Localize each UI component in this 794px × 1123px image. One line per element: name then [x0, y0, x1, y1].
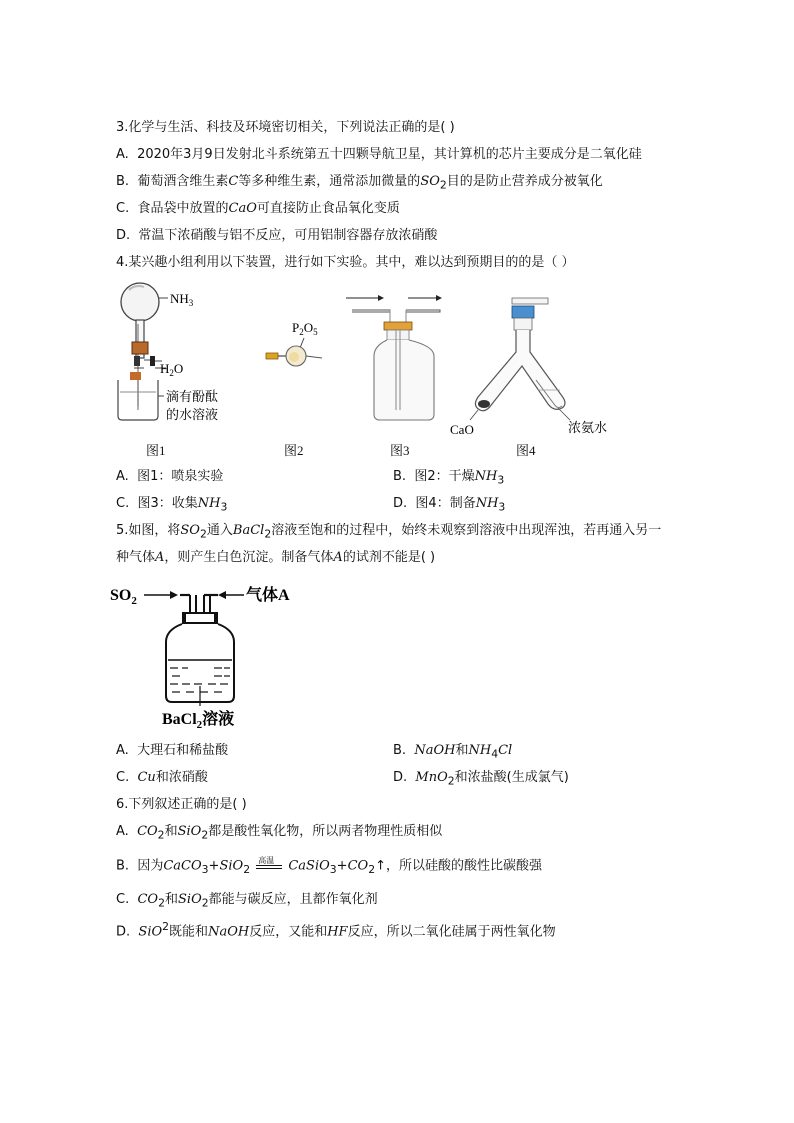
- fig1-h2o-label: $H_2O$: [160, 361, 184, 378]
- option-label: A.: [116, 469, 129, 484]
- option-text: 图1：喷泉实验: [137, 469, 224, 484]
- option-text: 食品袋中放置的: [137, 201, 229, 216]
- option-text: 都是酸性氧化物，所以两者物理性质相似: [208, 824, 443, 839]
- fig1-nh3-label: $NH_3$: [170, 291, 194, 308]
- formula: SO: [420, 174, 440, 189]
- subscript: 2: [158, 896, 165, 910]
- fig3-caption: 图3: [390, 443, 410, 458]
- option-label: D.: [116, 228, 131, 243]
- subscript: 3: [329, 863, 337, 877]
- option-label: B.: [393, 469, 407, 484]
- option-label: C.: [116, 892, 130, 907]
- q6-option-d: [116, 918, 556, 941]
- formula: BaCl: [232, 523, 265, 538]
- option-text: 等多种维生素，通常添加微量的: [238, 174, 421, 189]
- option-label: D.: [116, 924, 131, 940]
- formula: MnO: [415, 770, 448, 785]
- subscript: 3: [201, 863, 209, 877]
- option-text: 反应，所以二氧化硅属于两性氧化物: [347, 924, 556, 940]
- formula: NH: [197, 496, 221, 511]
- option-text: 和浓盐酸(生成氯气): [454, 770, 569, 785]
- subscript: 2: [368, 863, 376, 877]
- formula: SiO: [219, 858, 244, 874]
- q4-option-a: [116, 468, 223, 486]
- q6-option-b: [116, 857, 542, 879]
- subscript: 2: [157, 828, 165, 842]
- formula: NH: [474, 469, 498, 484]
- q4-option-b: [393, 468, 504, 490]
- subscript: 2: [439, 178, 447, 192]
- option-text: ，所以硅酸的酸性比碳酸强: [385, 858, 542, 874]
- q5-fig-gas-a-label: 气体A: [246, 587, 290, 604]
- operator: +: [208, 858, 220, 874]
- q6-stem: 6.下列叙述正确的是( ): [116, 797, 247, 812]
- option-label: A.: [116, 743, 129, 758]
- fig4-ammonia-label: 浓氨水: [568, 420, 608, 435]
- q3-option-a: [116, 146, 642, 164]
- q5-fig-so2-label: $SO_2$: [110, 587, 137, 607]
- formula: Cu: [137, 770, 156, 785]
- operator: +: [336, 858, 348, 874]
- fig4-caption: 图4: [516, 443, 536, 458]
- subscript: 2: [201, 828, 209, 842]
- q5-option-d: [393, 769, 569, 791]
- q5-fig-bacl2-label: BaCl$_2$溶液: [162, 711, 235, 730]
- option-text: 和: [164, 824, 178, 839]
- option-text: 反应，又能和: [249, 924, 328, 940]
- subscript: 2: [243, 863, 251, 877]
- formula: CO: [137, 824, 158, 839]
- formula: Cl: [498, 743, 513, 758]
- q3-option-b: [116, 173, 603, 195]
- formula: A: [155, 550, 165, 565]
- gas-arrow: ↑: [375, 858, 386, 874]
- stem-text: 通入: [206, 523, 233, 538]
- option-text: 既能和: [169, 924, 209, 940]
- formula: SiO: [138, 924, 163, 940]
- reaction-condition: 高温: [258, 856, 275, 865]
- formula: SiO: [177, 824, 202, 839]
- stem-text: 的试剂不能是( ): [342, 550, 436, 565]
- formula: CaO: [228, 201, 257, 216]
- q6-option-c: [116, 891, 378, 913]
- q4-stem: 4.某兴趣小组利用以下装置，进行如下实验。其中，难以达到预期目的的是（ ）: [116, 255, 575, 270]
- subscript: 2: [199, 527, 207, 541]
- option-label: D.: [393, 770, 408, 785]
- subscript: 3: [220, 500, 228, 514]
- formula: A: [333, 550, 343, 565]
- formula: HF: [327, 924, 348, 940]
- reaction-condition-equals: [254, 857, 284, 875]
- q3-stem: 3.化学与生活、科技及环境密切相关，下列说法正确的是( ): [116, 120, 455, 135]
- option-label: C.: [116, 770, 130, 785]
- superscript: 2: [162, 920, 170, 933]
- option-label: A.: [116, 824, 129, 839]
- q5-option-a: [116, 742, 228, 760]
- fig3-collection-bottle: [344, 290, 454, 422]
- stem-text: 种气体: [116, 550, 156, 565]
- option-text: 图3：收集: [137, 496, 198, 511]
- option-label: D.: [393, 496, 408, 511]
- option-text: 常温下浓硝酸与铝不反应，可用铝制容器存放浓硝酸: [138, 228, 438, 243]
- fig2-caption: 图2: [284, 443, 304, 458]
- option-text: 和: [164, 892, 178, 907]
- q6-option-a: [116, 823, 442, 845]
- subscript: 3: [498, 500, 506, 514]
- stem-text: 5.如图，将: [116, 523, 181, 538]
- fig1-fountain-apparatus: [110, 280, 250, 430]
- q4-option-c: [116, 495, 227, 517]
- formula: C: [228, 174, 239, 189]
- fig1-caption: 图1: [146, 443, 166, 458]
- stem-text: 溶液至饱和的过程中，始终未观察到溶液中出现浑浊，若再通入另一: [271, 523, 662, 538]
- option-text: 葡萄酒含维生素: [137, 174, 229, 189]
- formula: SiO: [178, 892, 202, 907]
- formula: CaSiO: [288, 858, 330, 874]
- q3-option-d: [116, 227, 437, 245]
- formula: NaOH: [414, 743, 456, 758]
- q4-option-d: [393, 495, 505, 517]
- option-text: 和浓硝酸: [155, 770, 208, 785]
- fig2-p2o5-label: $P_2O_5$: [292, 320, 318, 337]
- formula: NH: [468, 743, 492, 758]
- subscript: 4: [491, 747, 499, 761]
- q3-option-c: [116, 200, 400, 218]
- option-label: C.: [116, 201, 130, 216]
- formula: CaCO: [163, 858, 202, 874]
- formula: SO: [180, 523, 200, 538]
- fig2-drying-tube: [258, 318, 338, 378]
- stem-text: ，则产生白色沉淀。制备气体: [164, 550, 334, 565]
- fig4-y-tube: [448, 292, 628, 442]
- subscript: 2: [264, 527, 272, 541]
- option-text: 目的是防止营养成分被氧化: [446, 174, 603, 189]
- fig1-solution-label-2: 的水溶液: [166, 407, 219, 422]
- option-text: 大理石和稀盐酸: [137, 743, 229, 758]
- formula: NaOH: [208, 924, 250, 940]
- q5-figure-bacl2-bottle: [108, 578, 328, 730]
- option-text: 都能与碳反应，且都作氧化剂: [208, 892, 378, 907]
- option-label: A.: [116, 147, 129, 162]
- formula: NH: [475, 496, 499, 511]
- option-text: 因为: [137, 858, 164, 874]
- option-text: 图2：干燥: [414, 469, 475, 484]
- q5-option-c: [116, 769, 208, 787]
- subscript: 2: [447, 774, 455, 788]
- option-text: 2020年3月9日发射北斗系统第五十四颗导航卫星，其计算机的芯片主要成分是二氧化硅: [137, 147, 642, 162]
- fig1-solution-label-1: 滴有酚酞: [166, 389, 219, 404]
- formula: CO: [137, 892, 159, 907]
- formula: CO: [347, 858, 369, 874]
- option-label: B.: [116, 174, 130, 189]
- option-text: 可直接防止食品氧化变质: [256, 201, 400, 216]
- subscript: 3: [497, 473, 505, 487]
- option-label: B.: [393, 743, 407, 758]
- q5-stem-line-1: [116, 522, 661, 544]
- option-label: B.: [116, 858, 130, 874]
- option-text: 图4：制备: [415, 496, 476, 511]
- option-label: C.: [116, 496, 130, 511]
- fig4-cao-label: CaO: [450, 422, 474, 437]
- subscript: 2: [201, 896, 209, 910]
- q5-stem-line-2: [116, 549, 435, 567]
- q5-option-b: [393, 742, 512, 764]
- option-text: 和: [455, 743, 469, 758]
